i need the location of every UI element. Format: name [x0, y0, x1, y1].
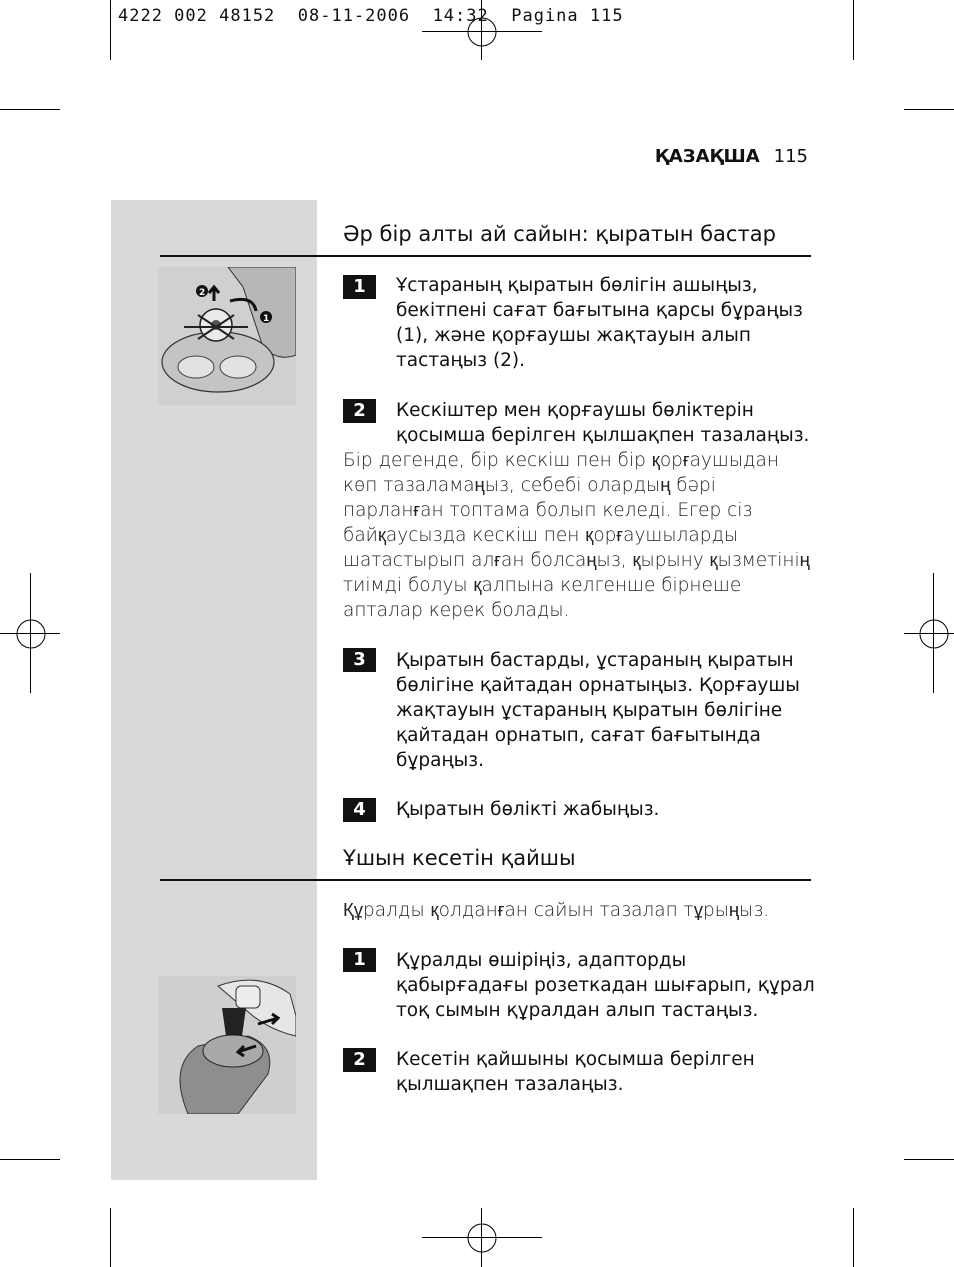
step-text: Кескіштер мен қорғаушы бөліктерін қосымша берілген қылшақпен тазалаңыз. [396, 400, 810, 446]
registration-mark-bottom [466, 1222, 498, 1254]
shaver-head-illustration [158, 267, 296, 405]
step-text: Ұстараның қыратын бөлігін ашыңыз, бекітпені сағат бағытына қарсы бұраңыз (1), және қорғаушы жақтауын алып тастаңыз (2). [396, 275, 803, 371]
print-slug: 4222 002 48152 08-11-2006 14:32 Pagina 115 [118, 6, 624, 26]
language-label: ҚАЗАҚША [654, 146, 760, 167]
page-number: 115 [773, 146, 808, 167]
step-number: 4 [343, 798, 376, 822]
trimmer-illustration [158, 976, 296, 1114]
svg-text:2: 2 [199, 288, 206, 298]
note-paragraph: Бір дегенде, бір кескіш пен бір қорғаушыдан көп тазаламаңыз, себебі олардың бәрі парланған топтама болып келеді. Егер сіз байқаусызда кескіш пен қорғаушыларды шатастырып алған болсаңыз, қырыну қызметінің тиімді болуы қалпына келгенше бірнеше апталар керек болады. [343, 450, 810, 621]
step-number: 1 [343, 948, 376, 972]
step-number: 2 [343, 399, 376, 423]
step-text: Кесетін қайшыны қосымша берілген қылшақпен тазалаңыз. [396, 1049, 755, 1095]
step-text: Құралды өшіріңіз, адапторды қабырғадағы розеткадан шығарып, құрал тоқ сымын құралдан алып тастаңыз. [396, 950, 815, 1021]
section-title: Ұшын кесетін қайшы [343, 846, 576, 870]
section-rule [160, 255, 811, 257]
step-number: 3 [343, 648, 376, 672]
section-title: Әр бір алты ай сайын: қыратын бастар [343, 222, 776, 246]
svg-text:1: 1 [263, 314, 270, 324]
step-text: Қыратын бастарды, ұстараның қыратын бөлігіне қайтадан орнатыңыз. Қорғаушы жақтауын ұстараның қыратын бөлігіне қайтадан орнатып, сағат бағытында бұраңыз. [396, 650, 800, 771]
step-text: Қыратын бөлікті жабыңыз. [396, 799, 660, 820]
intro-paragraph: Құралды қолданған сайын тазалап тұрыңыз. [343, 900, 770, 921]
step-number: 1 [343, 275, 376, 299]
registration-mark-right [918, 618, 950, 650]
running-header [655, 146, 808, 167]
registration-mark-left [15, 618, 47, 650]
step-number: 2 [343, 1048, 376, 1072]
section-rule [160, 879, 811, 881]
